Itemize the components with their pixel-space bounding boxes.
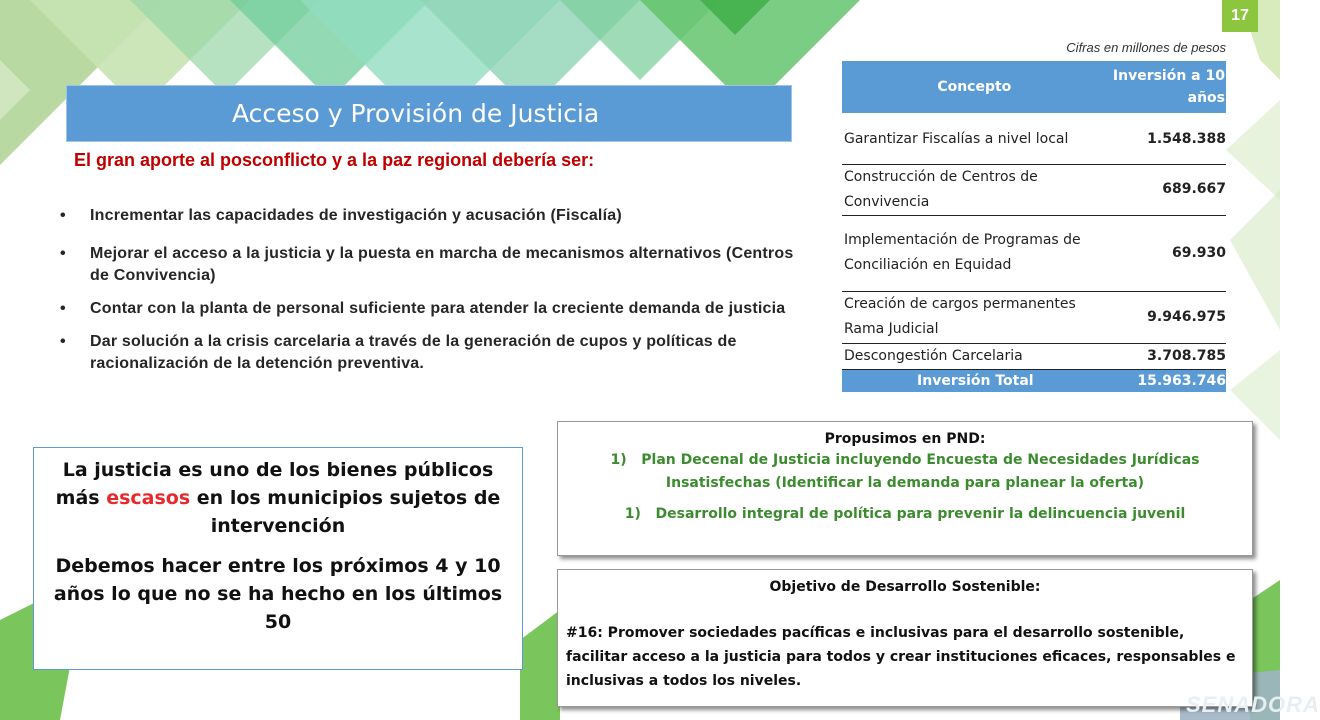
pnd-item: 1) Desarrollo integral de política para prevenir la delincuencia juvenil xyxy=(624,506,1186,522)
table-row xyxy=(842,215,1226,291)
row-concepto: Construcción de Centros de Convivencia xyxy=(842,164,1107,215)
callout-text: La justicia es uno de los bienes públicos más xyxy=(55,459,494,509)
bullet-item: • Mejorar el acceso a la justicia y la puesta en marcha de mecanismos alternativos (Centros de Convivencia) xyxy=(60,243,815,287)
ods-title: Objetivo de Desarrollo Sostenible: xyxy=(769,579,1041,595)
bullet-item: • Contar con la planta de personal suficiente para atender la creciente demanda de justicia xyxy=(60,298,815,320)
investment-table-wrapper xyxy=(842,37,1226,392)
table-header-row xyxy=(842,61,1226,114)
row-valor: 1.548.388 xyxy=(1107,114,1226,164)
callout-paragraph-2: Debemos hacer entre los próximos 4 y 10 años lo que no se ha hecho en los últimos 50 xyxy=(53,555,503,633)
table-total-row xyxy=(842,369,1226,392)
table-row xyxy=(842,114,1226,164)
subtitle: El gran aporte al posconflicto y a la paz regional debería ser: xyxy=(74,150,595,170)
justice-callout-box xyxy=(33,447,523,670)
table-row xyxy=(842,164,1226,215)
callout-text: en los municipios sujetos de intervención xyxy=(190,487,501,537)
pnd-proposals-box xyxy=(557,421,1253,556)
callout-paragraph-1 xyxy=(44,456,512,540)
row-concepto: Implementación de Programas de Conciliación en Equidad xyxy=(842,215,1107,291)
row-concepto: Descongestión Carcelaria xyxy=(842,343,1107,369)
bullet-item: • Incrementar las capacidades de investigación y acusación (Fiscalía) xyxy=(60,205,815,227)
bullet-list xyxy=(60,205,815,386)
table-row xyxy=(842,291,1226,343)
row-concepto: Creación de cargos permanentes Rama Judicial xyxy=(842,291,1107,343)
row-valor: 689.667 xyxy=(1107,164,1226,215)
ods-box xyxy=(557,569,1253,707)
total-label: Inversión Total xyxy=(842,369,1107,392)
slide-title: Acceso y Provisión de Justicia xyxy=(66,85,792,142)
bullet-item: • Dar solución a la crisis carcelaria a través de la generación de cupos y políticas de racionalización de la detención preventiva. xyxy=(60,331,815,375)
senadora-logo: SENADORA xyxy=(1186,692,1320,717)
table-row xyxy=(842,343,1226,369)
table-caption: Cifras en millones de pesos xyxy=(1066,40,1226,55)
row-valor: 69.930 xyxy=(1107,215,1226,291)
highlight-word: escasos xyxy=(106,487,191,509)
header-inversion: Inversión a 10 años xyxy=(1107,61,1226,114)
ods-text: #16: Promover sociedades pacíficas e inclusivas para el desarrollo sostenible, facilitar acceso a la justicia para todos y crear instituciones eficaces, responsables e inclusivas a todos los niveles. xyxy=(566,625,1236,689)
row-concepto: Garantizar Fiscalías a nivel local xyxy=(842,114,1107,164)
total-value: 15.963.746 xyxy=(1107,369,1226,392)
row-valor: 9.946.975 xyxy=(1107,291,1226,343)
header-concepto: Concepto xyxy=(842,61,1107,114)
page-number: 17 xyxy=(1222,0,1258,32)
investment-table xyxy=(842,61,1226,392)
row-valor: 3.708.785 xyxy=(1107,343,1226,369)
pnd-title: Propusimos en PND: xyxy=(824,431,986,447)
pnd-item: 1) Plan Decenal de Justicia incluyendo Encuesta de Necesidades Jurídicas Insatisfechas (Identificar la demanda para planear la oferta) xyxy=(610,452,1200,491)
